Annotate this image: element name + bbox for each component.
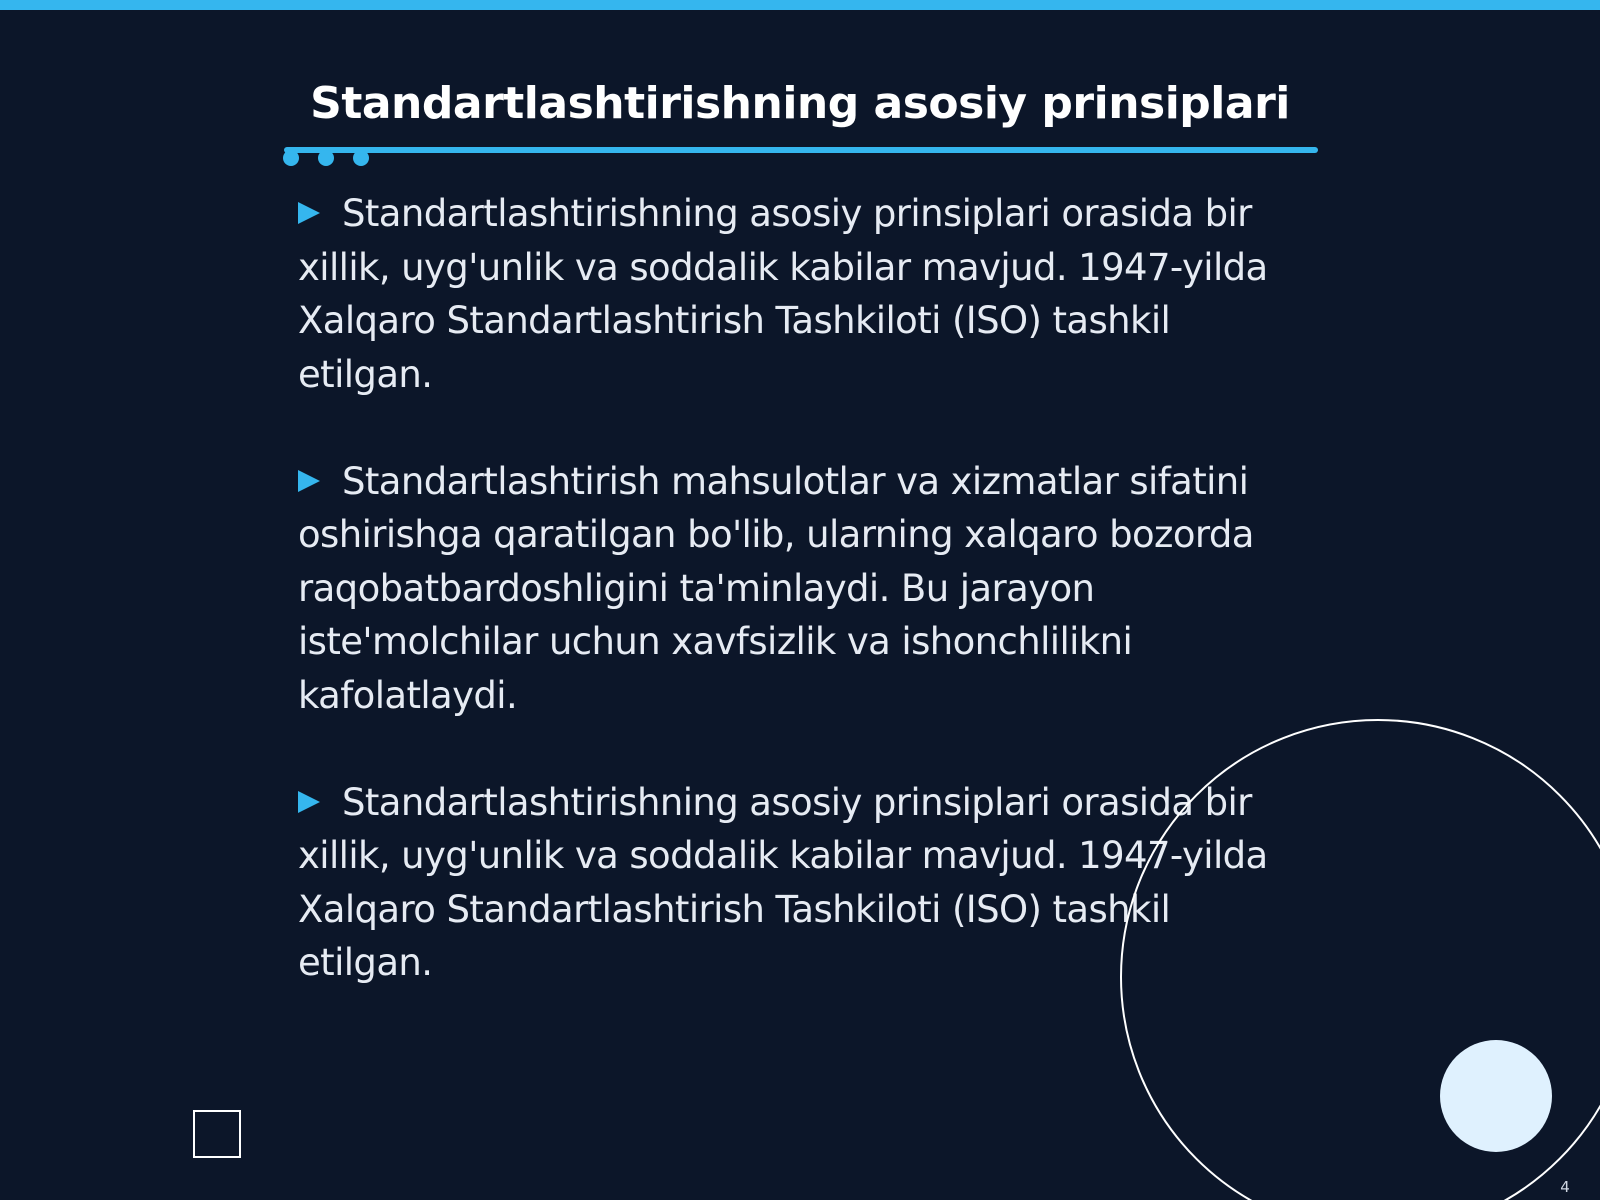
bullet-text-3: Standartlashtirishning asosiy prinsiplari orasida bir xillik, uyg'unlik va soddalik kabilar mavjud. 1947-yilda Xalqaro Standartlashtirish Tashkiloti (ISO) tashkil etilgan. bbox=[298, 780, 1268, 984]
decorative-filled-circle bbox=[1440, 1040, 1552, 1152]
bullet-text-2: Standartlashtirish mahsulotlar va xizmatlar sifatini oshirishga qaratilgan bo'lib, ularning xalqaro bozorda raqobatbardoshligini ta'minlaydi. Bu jarayon iste'molchilar uchun xavfsizlik va ishonchlilikni kafolatlaydi. bbox=[298, 459, 1254, 717]
top-accent-bar bbox=[0, 0, 1600, 10]
slide-number: 4 bbox=[1560, 1178, 1570, 1196]
decorative-dot-icon bbox=[353, 150, 369, 166]
title-underline bbox=[284, 147, 1318, 153]
slide-title: Standartlashtirishning asosiy prinsiplari bbox=[310, 78, 1290, 129]
decorative-dot-icon bbox=[318, 150, 334, 166]
triangle-bullet-icon bbox=[298, 791, 320, 813]
bullet-text-1: Standartlashtirishning asosiy prinsiplari orasida bir xillik, uyg'unlik va soddalik kabilar mavjud. 1947-yilda Xalqaro Standartlashtirish Tashkiloti (ISO) tashkil etilgan. bbox=[298, 192, 1268, 396]
triangle-bullet-icon bbox=[298, 470, 320, 492]
decorative-dot-icon bbox=[283, 150, 299, 166]
decorative-square-outline bbox=[193, 1110, 241, 1158]
triangle-bullet-icon bbox=[298, 202, 320, 224]
bullet-item-1 bbox=[298, 187, 1298, 401]
bullet-item-2 bbox=[298, 455, 1298, 723]
